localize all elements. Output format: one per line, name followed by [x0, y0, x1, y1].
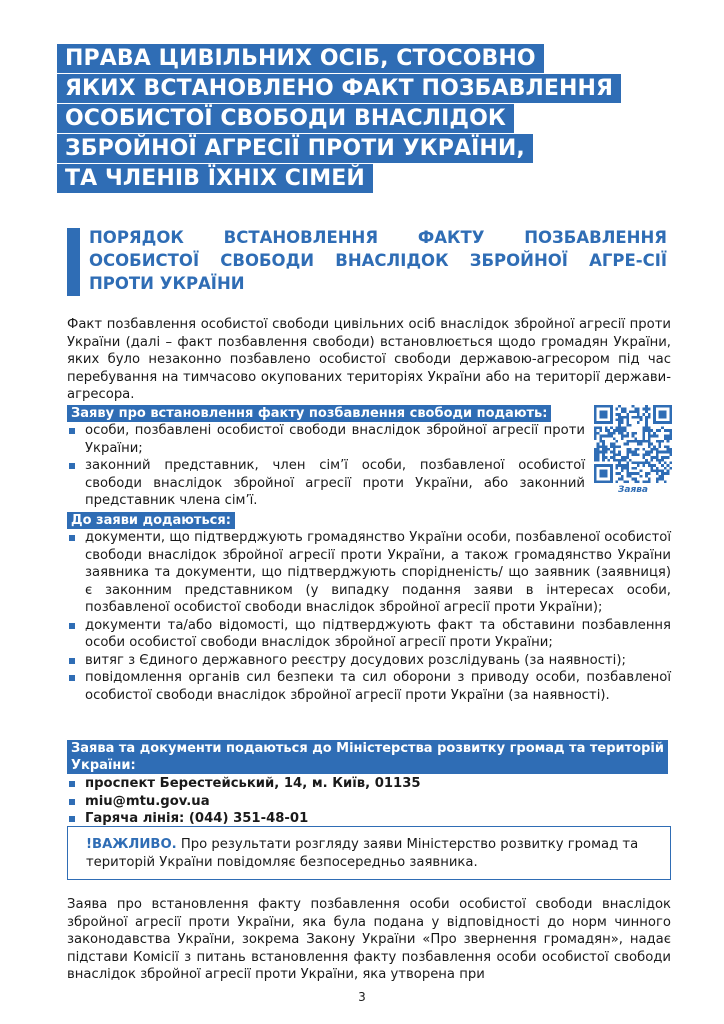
contacts-heading: [67, 740, 668, 774]
bullet-icon: [69, 799, 75, 805]
section-accent-bar: [67, 228, 80, 296]
qr-code-icon[interactable]: [594, 405, 672, 483]
title-line: ЯКИХ ВСТАНОВЛЕНО ФАКТ ПОЗБАВЛЕННЯ: [57, 74, 621, 103]
main-title: [57, 44, 621, 194]
section-heading: [67, 226, 667, 295]
submit-list: [67, 422, 585, 510]
intro-paragraph: Факт позбавлення особистої свободи цивільних осіб внаслідок збройної агресії проти України (далі – факт позбавлення свободи) встановлюється щодо громадян України, яких було незаконно позбавлено особистої свободи державою-агресором під час перебування на тимчасово окупованих територіях України або на території держави-агресора.: [67, 317, 671, 402]
contacts-heading-line: України:: [71, 758, 136, 773]
title-line: ПРАВА ЦИВІЛЬНИХ ОСІБ, СТОСОВНО: [57, 44, 544, 73]
list-item: законний представник, член сім’ї особи, позбавленої особистої свободи внаслідок збройної агресії проти України, або законний представник члена сім’ї.: [67, 457, 585, 510]
list-item: витяг з Єдиного державного реєстру досудових розслідувань (за наявності);: [67, 652, 671, 670]
attach-list: [67, 529, 671, 704]
notice-text: Про результати розгляду заяви Міністерство розвитку громад та територій України повідомляє безпосередньо заявника.: [86, 837, 639, 870]
important-notice: [67, 826, 671, 880]
bullet-icon: [69, 675, 75, 681]
page-number: 3: [358, 990, 366, 1004]
title-line: ЗБРОЙНОЇ АГРЕСІЇ ПРОТИ УКРАЇНИ,: [57, 134, 533, 163]
qr-caption: Заява: [617, 485, 648, 495]
notice-label: !ВАЖЛИВО.: [86, 837, 177, 852]
hotline-item: Гаряча лінія: (044) 351-48-01: [67, 810, 671, 828]
bullet-icon: [69, 623, 75, 629]
list-item: повідомлення органів сил безпеки та сил оборони з приводу особи, позбавленої особистої свободи внаслідок збройної агресії проти України (за наявності).: [67, 669, 671, 704]
list-item: документи, що підтверджують громадянство України особи, позбавленої особистої свободи внаслідок збройної агресії проти України, а також громадянство України заявника та документи, що підтверджують спорідненість/ що заявник (заявниця) є законним представником (у випадку подання заяви в інтересах особи, позбавленої особистої свободи внаслідок збройної агресії проти України);: [67, 529, 671, 617]
submit-heading: Заяву про встановлення факту позбавлення свободи подають:: [67, 405, 551, 422]
contacts-heading-line: Заява та документи подаються до Міністерства розвитку громад та територій: [71, 741, 664, 756]
email-link[interactable]: miu@mtu.gov.ua: [67, 793, 671, 811]
list-item: особи, позбавлені особистої свободи внаслідок збройної агресії проти України;: [67, 422, 585, 457]
bullet-icon: [69, 816, 75, 822]
title-line: ТА ЧЛЕНІВ ЇХНІХ СІМЕЙ: [57, 164, 373, 193]
bullet-icon: [69, 428, 75, 434]
address-item: проспект Берестейський, 14, м. Київ, 01135: [67, 775, 671, 793]
final-paragraph: Заява про встановлення факту позбавлення особи особистої свободи внаслідок збройної агресії проти України, яка була подана у відповідності до норм чинного законодавства України, зокрема Закону України «Про звернення громадян», надає підстави Комісії з питань встановлення факту позбавлення особи особистої свободи внаслідок збройної агресії проти України, яка утворена при: [67, 897, 671, 982]
title-line: ОСОБИСТОЇ СВОБОДИ ВНАСЛІДОК: [57, 104, 514, 133]
attach-heading: До заяви додаються:: [67, 512, 235, 529]
bullet-icon: [69, 658, 75, 664]
list-item: документи та/або відомості, що підтверджують факт та обставини позбавлення особи особистої свободи внаслідок збройної агресії проти України;: [67, 617, 671, 652]
bullet-icon: [69, 463, 75, 469]
contacts-list: [67, 775, 671, 828]
section-heading-text: ПОРЯДОК ВСТАНОВЛЕННЯ ФАКТУ ПОЗБАВЛЕННЯ ОСОБИСТОЇ СВОБОДИ ВНАСЛІДОК ЗБРОЙНОЇ АГРЕ-СІЇ ПРОТИ УКРАЇНИ: [89, 228, 667, 293]
bullet-icon: [69, 781, 75, 787]
bullet-icon: [69, 535, 75, 541]
